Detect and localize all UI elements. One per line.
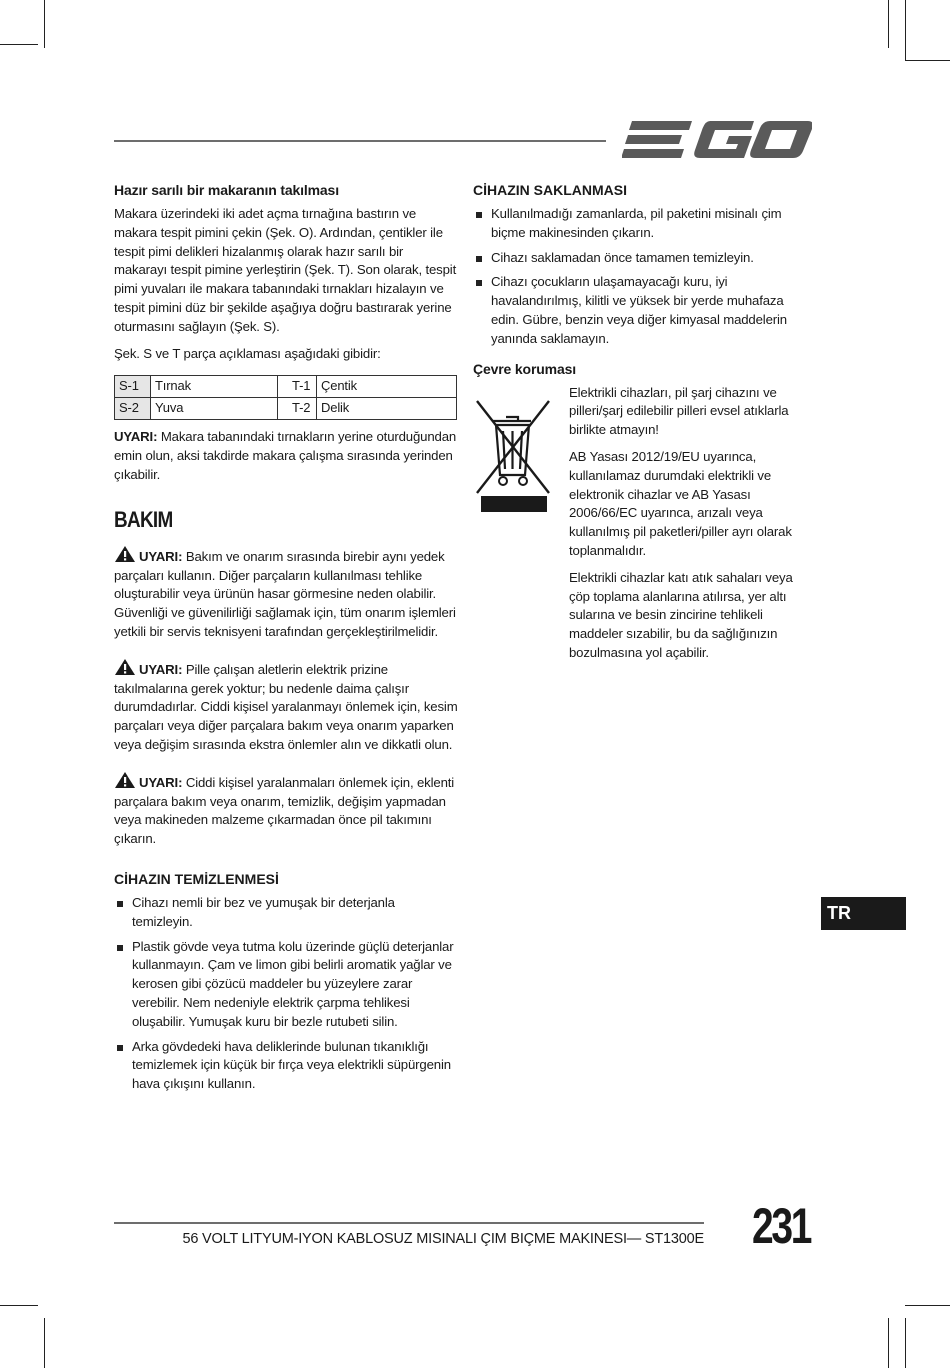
page-number: 231 <box>752 1198 811 1254</box>
warning-label: UYARI: <box>139 548 183 564</box>
warning-label: UYARI: <box>139 661 183 677</box>
storage-list <box>473 205 813 349</box>
language-tab: TR <box>821 897 906 930</box>
crop-mark <box>0 1305 38 1306</box>
cleaning-list <box>114 894 458 1094</box>
table-row <box>115 376 457 398</box>
list-item: Cihazı çocukların ulaşamayacağı kuru, iyi havalandırılmış, kilitli ve yüksek bir yerde muhafaza edin. Gübre, benzin veya diğer kimyasal maddelerin yanında saklamayın. <box>473 273 813 348</box>
warning-text: Makara tabanındaki tırnakların yerine oturduğundan emin olun, aksi takdirde makara çalışma sırasında yerinden çıkabilir. <box>114 429 457 482</box>
table-cell: T-1 <box>278 376 317 398</box>
crop-mark <box>44 1318 45 1368</box>
paragraph: Makara üzerindeki iki adet açma tırnağına bastırın ve makara tespit pimini çekin (Şek. O). Ardından, çentikler ile tespit pimi delikleri hizalanmış olarak hazır sarılı bir makarayı tespit pimine yerleştirin (Şek. T). Son olarak, tespit pimi yuvaları ile makara tabanındaki tırnakları hizalayın ve tespit pimini düz bir şekilde aşağıya doğru bastırarak yerine oturmasını sağlayın (Şek. S). <box>114 206 457 334</box>
list-item: Plastik gövde veya tutma kolu üzerinde güçlü deterjanlar kullanmayın. Çam ve limon gibi belirli aromatik yağlar ve kerosen gibi çözücü maddeler bu yüzeylere zarar verebilir. Nem nedeniyle elektrik çarpma tehlikesi oluşabilir. Yumuşak kuru bir bezle rutubeti silin. <box>114 938 458 1032</box>
crop-mark <box>0 44 38 45</box>
warning-text: Ciddi kişisel yaralanmaları önlemek için, eklenti parçalara bakım veya onarım, temizlik, değişim yapmadan veya makineden malzeme çıkarmadan önce pil takımını çıkarın. <box>114 774 455 847</box>
parts-table <box>114 375 457 420</box>
warning-note <box>114 771 458 849</box>
footer-rule <box>114 1222 704 1224</box>
warning-triangle-icon <box>114 545 136 563</box>
list-item: Arka gövdedeki hava deliklerinde bulunan tıkanıklığı temizlemek için küçük bir fırça veya elektrikli süpürgenin hava çıkışını kullanın. <box>114 1038 458 1094</box>
table-cell: Çentik <box>317 376 457 398</box>
section-title-bakim: BAKIM <box>114 506 173 532</box>
table-cell: Tırnak <box>151 376 278 398</box>
crop-mark <box>905 1305 950 1306</box>
crop-mark <box>905 1318 906 1368</box>
crop-mark <box>888 1318 889 1368</box>
crop-mark <box>888 0 889 48</box>
left-column <box>114 180 458 1104</box>
warning-note <box>114 658 458 755</box>
ego-logo <box>622 118 812 162</box>
section-heading: CİHAZIN TEMİZLENMESİ <box>114 870 279 887</box>
warning-note <box>114 545 458 642</box>
table-cell: S-1 <box>115 376 151 398</box>
crop-mark <box>905 0 906 60</box>
warning-label: UYARI: <box>114 429 158 445</box>
list-item: Cihazı saklamadan önce tamamen temizleyin. <box>473 249 813 268</box>
footer-title: 56 VOLT LITYUM-IYON KABLOSUZ MISINALI ÇIM BIÇME MAKINESI— ST1300E <box>182 1231 704 1247</box>
warning-label: UYARI: <box>139 774 183 790</box>
crop-mark <box>905 60 950 61</box>
warning-triangle-icon <box>114 658 136 676</box>
paragraph: Elektrikli cihazlar katı atık sahaları veya çöp toplama alanlarına atılırsa, yer altı sularına ve besin zincirine tehlikeli maddeler sızabilir, bu da sağlığınızın bozulmasına yol açabilir. <box>569 569 793 660</box>
warning-text: Pille çalışan aletlerin elektrik prizine takılmalarına gerek yoktur; bu nedenle daima çalışır durumdadırlar. Ciddi kişisel yaralanmayı önlemek için, kesim parçaları veya diğer parçalara bakım veya onarım yaparken veya değişim sırasında ekstra önlemler alın ve dikkatli olun. <box>114 661 458 752</box>
table-cell: Yuva <box>151 398 278 420</box>
table-cell: S-2 <box>115 398 151 420</box>
crop-mark <box>44 0 45 48</box>
environment-text <box>569 384 813 663</box>
table-intro: Şek. S ve T parça açıklaması aşağıdaki gibidir: <box>114 345 381 361</box>
warning-note <box>114 428 458 484</box>
paragraph: AB Yasası 2012/19/EU uyarınca, kullanılamaz durumdaki elektrikli ve elektronik cihazlar ve AB Yasası 2006/66/EC uyarınca, arızalı veya kullanılmış pil paketleri/piller ayrı olarak toplanmalıdır. <box>569 448 792 558</box>
warning-text: Bakım ve onarım sırasında birebir aynı yedek parçaları kullanın. Diğer parçaların kullanılması tehlike oluşturabilir veya ürünün hasar görmesine neden olabilir. Güvenliği ve güvenilirliği sağlamak için, tüm onarım işlemleri yetkili bir servis teknisyeni tarafından gerçekleştirilmelidir. <box>114 548 456 639</box>
section-heading: Hazır sarılı bir makaranın takılması <box>114 182 339 198</box>
section-heading: Çevre koruması <box>473 360 576 377</box>
table-cell: Delik <box>317 398 457 420</box>
right-column <box>473 180 813 671</box>
section-heading: CİHAZIN SAKLANMASI <box>473 182 627 198</box>
paragraph: Elektrikli cihazları, pil şarj cihazını ve pilleri/şarj edilebilir pilleri evsel atıklarla birlikte atmayın! <box>569 384 789 438</box>
table-row <box>115 398 457 420</box>
header-rule <box>114 140 606 142</box>
crossed-bin-weee-icon <box>473 395 553 513</box>
warning-triangle-icon <box>114 771 136 789</box>
list-item: Kullanılmadığı zamanlarda, pil paketini misinalı çim biçme makinesinden çıkarın. <box>473 205 813 243</box>
table-cell: T-2 <box>278 398 317 420</box>
list-item: Cihazı nemli bir bez ve yumuşak bir deterjanla temizleyin. <box>114 894 458 932</box>
